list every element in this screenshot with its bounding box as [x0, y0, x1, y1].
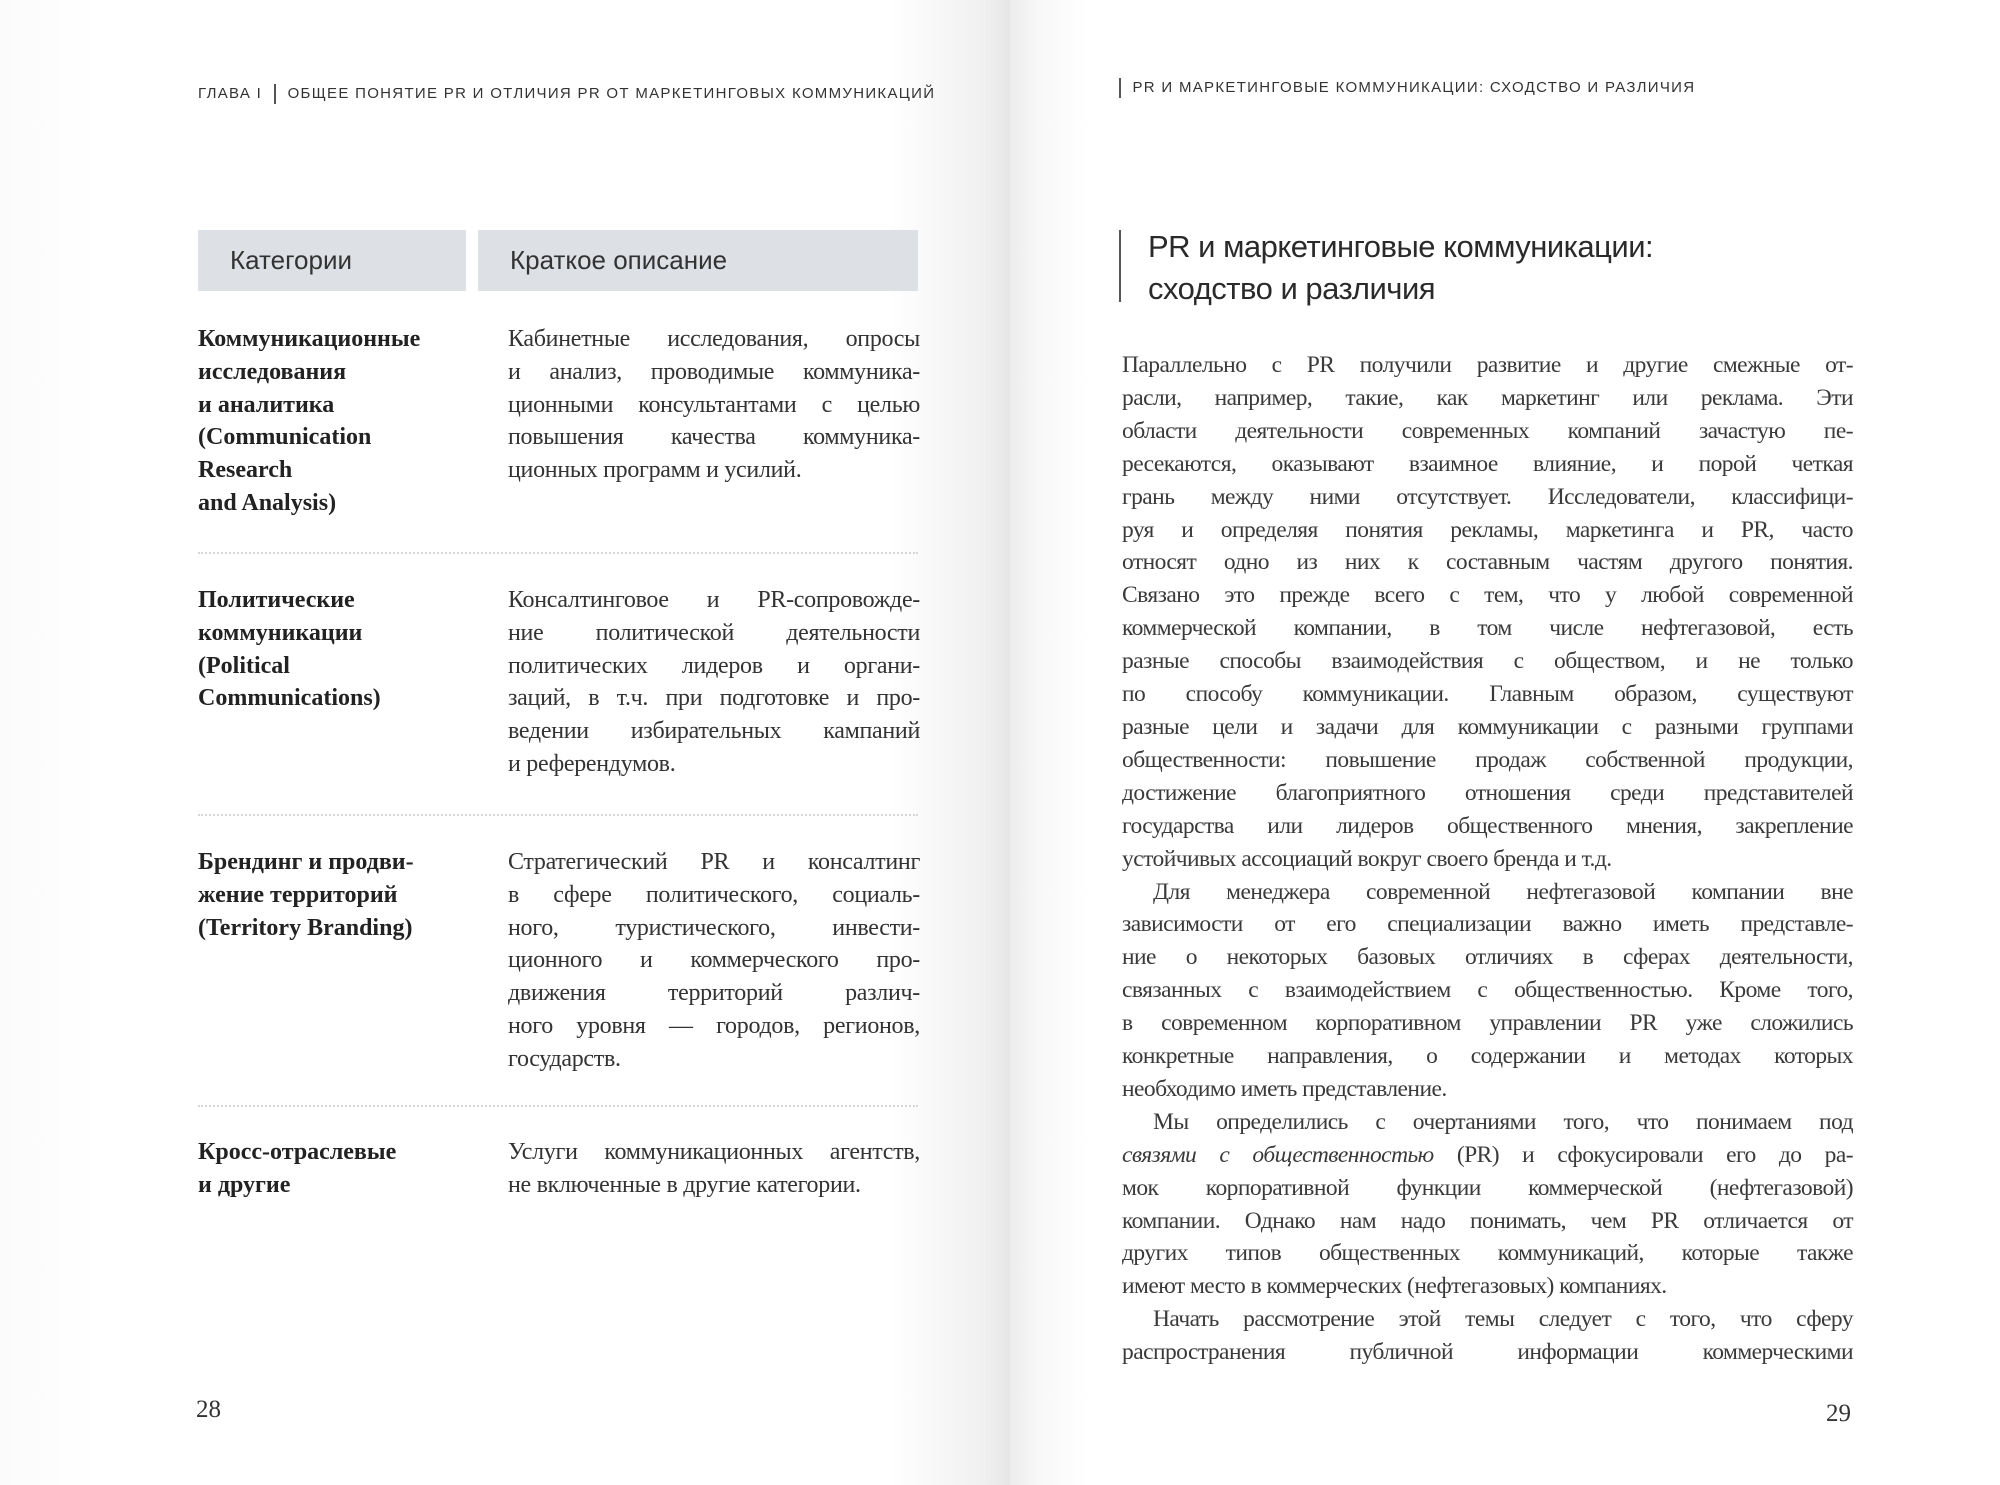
running-head-left — [198, 84, 935, 104]
section-title-line: сходство и различия — [1148, 271, 1436, 306]
page-number: 28 — [196, 1396, 221, 1423]
row-divider — [198, 1105, 918, 1107]
italic-term: связями с общественностью — [1122, 1141, 1434, 1168]
body-line: Для менеджера современной нефтегазовой компании вне — [1153, 878, 1853, 905]
category-cell — [198, 323, 468, 520]
text-span: (PR) и сфокусировали его до ра- — [1433, 1141, 1853, 1168]
description-line: в сфере политического, социаль- — [508, 881, 920, 908]
body-line: других типов общественных коммуникаций, которые также — [1122, 1240, 1853, 1267]
description-line: ного уровня — городов, регионов, — [508, 1012, 920, 1039]
category-line: коммуникации — [198, 619, 363, 646]
separator-bar — [1119, 78, 1121, 98]
category-cell — [198, 584, 468, 715]
description-line: ние политической деятельности — [508, 619, 920, 646]
category-cell — [198, 846, 468, 944]
body-line: Начать рассмотрение этой темы следует с того, что сферу — [1153, 1306, 1853, 1333]
body-line: необходимо иметь представление. — [1122, 1075, 1447, 1102]
body-line: государства или лидеров общественного мнения, закрепление — [1122, 812, 1853, 839]
body-line: ресекаются, оказывают взаимное влияние, и порой четкая — [1122, 450, 1853, 477]
chapter-title: ОБЩЕЕ ПОНЯТИЕ PR И ОТЛИЧИЯ PR ОТ МАРКЕТИНГОВЫХ КОММУНИКАЦИЙ — [287, 84, 936, 102]
description-line: повышения качества коммуника- — [508, 424, 920, 451]
category-line: жение территорий — [198, 881, 398, 908]
body-line: компании. Однако нам надо понимать, чем PR отличается от — [1122, 1207, 1853, 1234]
category-cell — [198, 1136, 468, 1202]
title-bar — [1119, 230, 1121, 302]
category-line: Брендинг и продви- — [198, 849, 414, 875]
description-line: и анализ, проводимые коммуника- — [508, 358, 920, 385]
section-title — [1148, 226, 1653, 310]
body-line: достижение благоприятного отношения среди представителей — [1122, 779, 1853, 806]
body-line: ние о некоторых базовых отличиях в сферах деятельности, — [1122, 944, 1853, 971]
body-line: относят одно из них к составным частям другого понятия. — [1122, 549, 1853, 576]
description-line: Кабинетные исследования, опросы — [508, 326, 920, 352]
table-header-category: Категории — [198, 230, 466, 291]
body-line: распространения публичной информации коммерческими — [1122, 1339, 1853, 1366]
description-line: ционными консультантами с целью — [508, 391, 920, 418]
chapter-label: ГЛАВА I — [198, 84, 263, 102]
running-head-right — [1119, 78, 1695, 98]
category-line: (Territory Branding) — [198, 914, 413, 941]
description-line: ционного и коммерческого про- — [508, 947, 920, 974]
section-running-title: PR И МАРКЕТИНГОВЫЕ КОММУНИКАЦИИ: СХОДСТВО И РАЗЛИЧИЯ — [1132, 78, 1696, 96]
body-line: устойчивых ассоциаций вокруг своего бренда и т.д. — [1122, 845, 1612, 872]
category-line: Communications) — [198, 685, 381, 712]
category-line: Коммуникационные — [198, 326, 421, 352]
body-line: разные цели и задачи для коммуникации с разными группами — [1122, 713, 1853, 740]
body-line: конкретные направления, о содержании и методах которых — [1122, 1043, 1853, 1070]
body-line: расли, например, такие, как маркетинг или реклама. Эти — [1122, 384, 1853, 411]
category-line: and Analysis) — [198, 489, 337, 516]
body-line: Параллельно с PR получили развитие и другие смежные от- — [1122, 352, 1853, 378]
body-line: по способу коммуникации. Главным образом, существуют — [1122, 681, 1853, 708]
section-title-line: PR и маркетинговые коммуникации: — [1148, 229, 1654, 264]
description-cell — [508, 1136, 920, 1202]
category-line: Политические — [198, 587, 355, 613]
body-line — [1122, 1139, 1853, 1172]
description-line: государств. — [508, 1045, 621, 1072]
body-line: зависимости от его специализации важно иметь представле- — [1122, 911, 1853, 938]
category-line: и другие — [198, 1171, 291, 1198]
category-line: и аналитика — [198, 391, 335, 418]
body-line: общественности: повышение продаж собственной продукции, — [1122, 746, 1853, 773]
category-line: Research — [198, 457, 293, 484]
description-line: Консалтинговое и PR-сопровожде- — [508, 587, 920, 613]
table-header-description: Краткое описание — [478, 230, 918, 291]
description-line: ного, туристического, инвести- — [508, 914, 920, 941]
page-number: 29 — [1826, 1400, 1851, 1427]
description-line: заций, в т.ч. при подготовке и про- — [508, 685, 920, 712]
description-line: не включенные в другие категории. — [508, 1171, 861, 1198]
body-line: мок корпоративной функции коммерческой (нефтегазовой) — [1122, 1174, 1853, 1201]
description-line: политических лидеров и органи- — [508, 652, 920, 679]
category-line: Кросс-отраслевые — [198, 1139, 397, 1165]
separator-bar — [274, 84, 276, 104]
body-line: коммерческой компании, в том числе нефтегазовой, есть — [1122, 615, 1853, 642]
body-line: связанных с взаимодействием с общественностью. Кроме того, — [1122, 977, 1853, 1004]
body-line: имеют место в коммерческих (нефтегазовых) компаниях. — [1122, 1273, 1667, 1300]
body-line: Связано это прежде всего с тем, что у любой современной — [1122, 582, 1853, 609]
category-line: (Communication — [198, 424, 372, 451]
description-line: Услуги коммуникационных агентств, — [508, 1139, 920, 1165]
body-line: разные способы взаимодействия с обществом, и не только — [1122, 648, 1853, 675]
row-divider — [198, 552, 918, 554]
body-line: грань между ними отсутствует. Исследователи, классифици- — [1122, 483, 1853, 510]
body-line: области деятельности современных компаний зачастую пе- — [1122, 417, 1853, 444]
body-line: руя и определяя понятия рекламы, маркетинга и PR, часто — [1122, 516, 1853, 543]
description-line: ционных программ и усилий. — [508, 457, 802, 484]
description-cell — [508, 584, 920, 781]
body-line: Мы определились с очертаниями того, что понимаем под — [1153, 1108, 1853, 1135]
body-text — [1122, 349, 1853, 1369]
description-cell — [508, 846, 920, 1076]
description-line: и референдумов. — [508, 750, 676, 777]
body-line: в современном корпоративном управлении PR уже сложились — [1122, 1010, 1853, 1037]
category-line: (Political — [198, 652, 290, 679]
category-line: исследования — [198, 358, 347, 385]
description-line: Стратегический PR и консалтинг — [508, 849, 920, 875]
description-cell — [508, 323, 920, 487]
description-line: ведении избирательных кампаний — [508, 718, 920, 745]
row-divider — [198, 814, 918, 816]
description-line: движения территорий различ- — [508, 980, 920, 1007]
